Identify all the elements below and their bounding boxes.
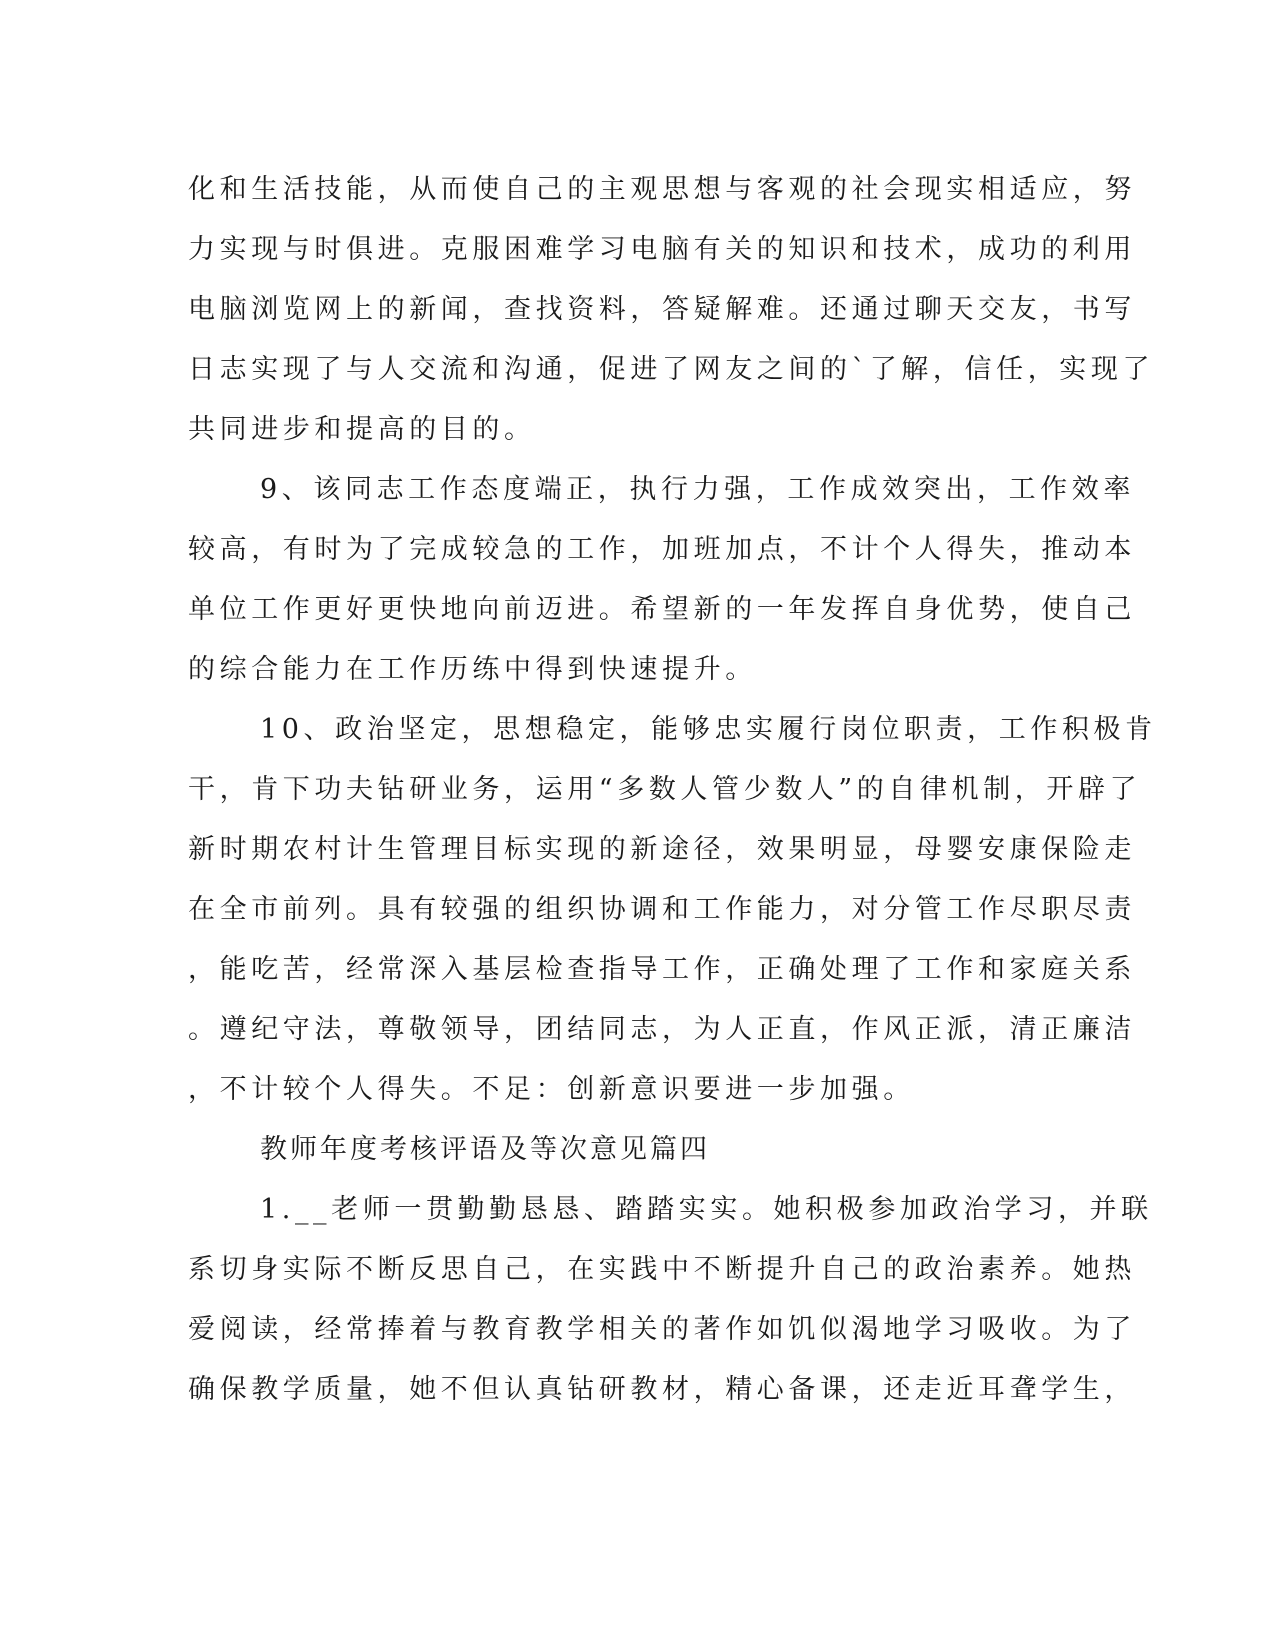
text-line: 单位工作更好更快地向前迈进。希望新的一年发挥自身优势，使自己 <box>188 594 1136 625</box>
text-line: 电脑浏览网上的新闻，查找资料，答疑解难。还通过聊天交友，书写 <box>188 294 1136 325</box>
text-line: 化和生活技能，从而使自己的主观思想与客观的社会现实相适应，努 <box>188 174 1136 205</box>
paragraph-start-line: 9、该同志工作态度端正，执行力强，工作成效突出，工作效率 <box>260 474 1135 505</box>
document-body <box>188 160 1157 1420</box>
text-line: 共同进步和提高的目的。 <box>188 414 536 445</box>
text-line: 新时期农村计生管理目标实现的新途径，效果明显，母婴安康保险走 <box>188 834 1136 865</box>
text-line: 干，肯下功夫钻研业务，运用“多数人管少数人”的自律机制，开辟了 <box>188 774 1142 805</box>
paragraph-start-line: 10、政治坚定，思想稳定，能够忠实履行岗位职责，工作积极肯 <box>260 714 1157 745</box>
text-line: 在全市前列。具有较强的组织协调和工作能力，对分管工作尽职尽责 <box>188 894 1136 925</box>
text-line: 系切身实际不断反思自己，在实践中不断提升自己的政治素养。她热 <box>188 1254 1136 1285</box>
text-line: 。遵纪守法，尊敬领导，团结同志，为人正直，作风正派，清正廉洁 <box>188 1014 1136 1045</box>
section-heading: 教师年度考核评语及等次意见篇四 <box>260 1134 710 1165</box>
text-line: ，不计较个人得失。不足：创新意识要进一步加强。 <box>188 1074 915 1105</box>
text-line: 日志实现了与人交流和沟通，促进了网友之间的`了解，信任，实现了 <box>188 354 1155 385</box>
text-line: 爱阅读，经常捧着与教育教学相关的著作如饥似渴地学习吸收。为了 <box>188 1314 1136 1345</box>
paragraph-start-line: 1.__老师一贯勤勤恳恳、踏踏实实。她积极参加政治学习，并联 <box>260 1194 1153 1225</box>
text-line: 确保教学质量，她不但认真钻研教材，精心备课，还走近耳聋学生， <box>188 1374 1136 1405</box>
text-line: 的综合能力在工作历练中得到快速提升。 <box>188 654 757 685</box>
text-line: 较高，有时为了完成较急的工作，加班加点，不计个人得失，推动本 <box>188 534 1136 565</box>
text-line: 力实现与时俱进。克服困难学习电脑有关的知识和技术，成功的利用 <box>188 234 1136 265</box>
text-line: ，能吃苦，经常深入基层检查指导工作，正确处理了工作和家庭关系 <box>188 954 1136 985</box>
